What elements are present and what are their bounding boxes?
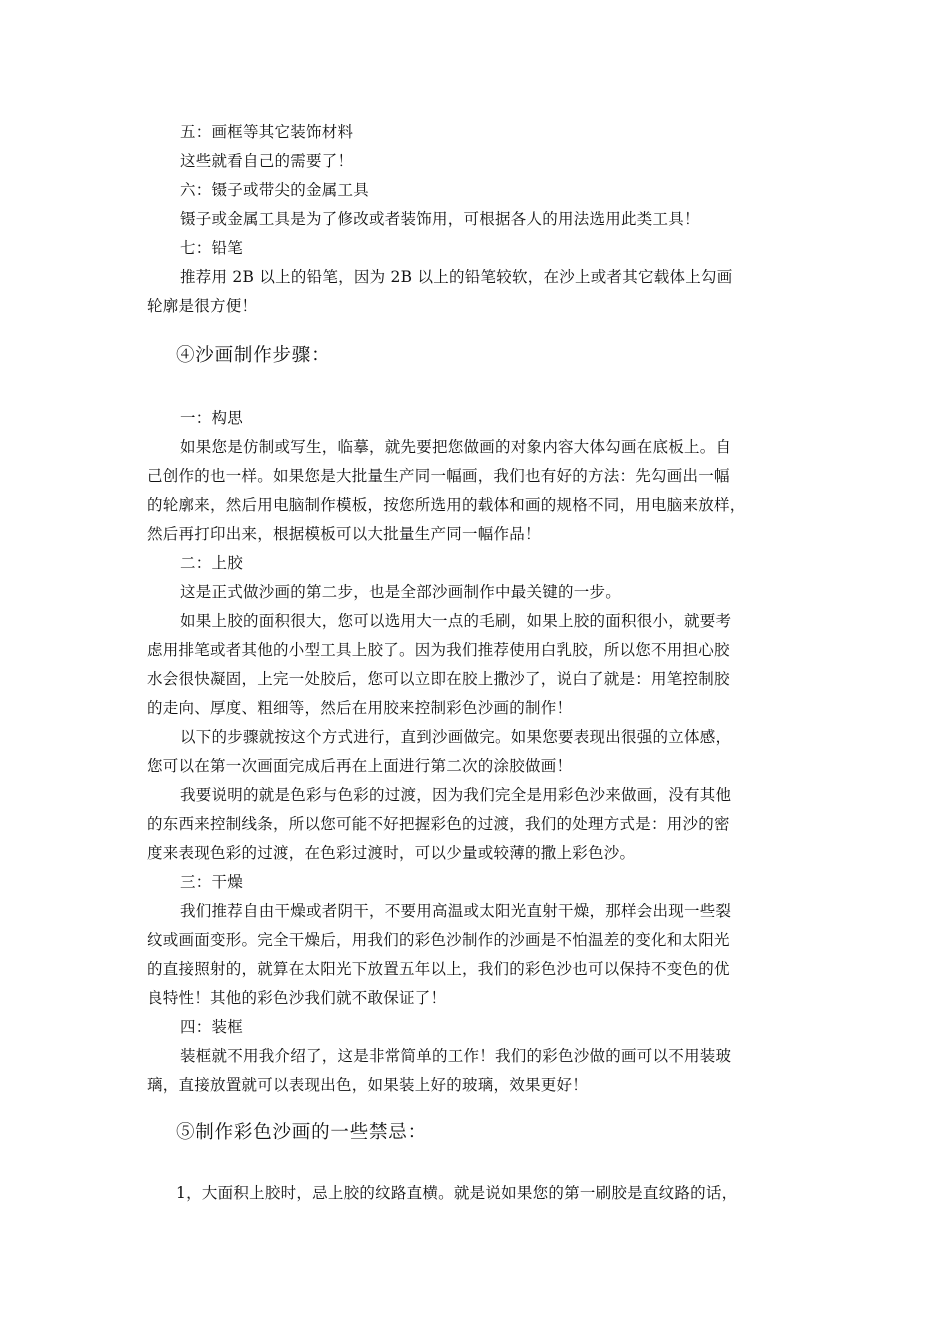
paragraph-line: 如果您是仿制或写生，临摹，就先要把您做画的对象内容大体勾画在底板上。自 bbox=[180, 438, 732, 456]
paragraph-line: 度来表现色彩的过渡，在色彩过渡时，可以少量或较薄的撒上彩色沙。 bbox=[147, 844, 636, 862]
paragraph-line: 的轮廓来，然后用电脑制作模板，按您所选用的载体和画的规格不同，用电脑来放样， bbox=[147, 496, 746, 514]
paragraph-line: 的直接照射的，就算在太阳光下放置五年以上，我们的彩色沙也可以保持不变色的优 bbox=[147, 960, 730, 978]
section-item-seven: 七：铅笔 bbox=[180, 239, 244, 257]
paragraph-line: 装框就不用我介绍了，这是非常简单的工作！我们的彩色沙做的画可以不用装玻 bbox=[180, 1047, 732, 1065]
step-heading-frame: 四：装框 bbox=[180, 1018, 244, 1036]
paragraph-line: 纹或画面变形。完全干燥后，用我们的彩色沙制作的沙画是不怕温差的变化和太阳光 bbox=[147, 931, 730, 949]
paragraph-line: 我们推荐自由干燥或者阴干，不要用高温或太阳光直射干燥，那样会出现一些裂 bbox=[180, 902, 732, 920]
step-heading-dry: 三：干燥 bbox=[180, 873, 244, 891]
section-heading-steps: ④沙画制作步骤： bbox=[176, 345, 331, 366]
paragraph-line: 如果上胶的面积很大，您可以选用大一点的毛刷，如果上胶的面积很小，就要考 bbox=[180, 612, 732, 630]
paragraph-line: 轮廓是很方便！ bbox=[147, 297, 258, 315]
paragraph-line: 我要说明的就是色彩与色彩的过渡，因为我们完全是用彩色沙来做画，没有其他 bbox=[180, 786, 732, 804]
paragraph-line: 您可以在第一次画面完成后再在上面进行第二次的涂胶做画！ bbox=[147, 757, 573, 775]
section-item-six: 六：镊子或带尖的金属工具 bbox=[180, 181, 370, 199]
section-heading-taboos: ⑤制作彩色沙画的一些禁忌： bbox=[176, 1122, 427, 1143]
step-heading-concept: 一：构思 bbox=[180, 409, 244, 427]
paragraph-line: 璃，直接放置就可以表现出色，如果装上好的玻璃，效果更好！ bbox=[147, 1076, 589, 1094]
paragraph-line: 以下的步骤就按这个方式进行，直到沙画做完。如果您要表现出很强的立体感， bbox=[180, 728, 732, 746]
paragraph-line: 的走向、厚度、粗细等，然后在用胶来控制彩色沙画的制作！ bbox=[147, 699, 573, 717]
paragraph-line: 虑用排笔或者其他的小型工具上胶了。因为我们推荐使用白乳胶，所以您不用担心胶 bbox=[147, 641, 730, 659]
paragraph-line: 1，大面积上胶时，忌上胶的纹路直横。就是说如果您的第一刷胶是直纹路的话， bbox=[176, 1184, 738, 1202]
paragraph-line: 水会很快凝固，上完一处胶后，您可以立即在胶上撒沙了，说白了就是：用笔控制胶 bbox=[147, 670, 730, 688]
paragraph-line: 的东西来控制线条，所以您可能不好把握彩色的过渡，我们的处理方式是：用沙的密 bbox=[147, 815, 730, 833]
paragraph-line: 镊子或金属工具是为了修改或者装饰用，可根据各人的用法选用此类工具！ bbox=[180, 210, 700, 228]
paragraph-line: 这是正式做沙画的第二步，也是全部沙画制作中最关键的一步。 bbox=[180, 583, 622, 601]
paragraph-line: 这些就看自己的需要了！ bbox=[180, 152, 354, 170]
paragraph-line: 然后再打印出来，根据模板可以大批量生产同一幅作品！ bbox=[147, 525, 541, 543]
paragraph-line: 己创作的也一样。如果您是大批量生产同一幅画，我们也有好的方法：先勾画出一幅 bbox=[147, 467, 730, 485]
step-heading-glue: 二：上胶 bbox=[180, 554, 244, 572]
section-item-five: 五：画框等其它装饰材料 bbox=[180, 123, 354, 141]
paragraph-line: 良特性！其他的彩色沙我们就不敢保证了！ bbox=[147, 989, 447, 1007]
paragraph-line: 推荐用 2B 以上的铅笔，因为 2B 以上的铅笔较软，在沙上或者其它载体上勾画 bbox=[180, 268, 733, 286]
